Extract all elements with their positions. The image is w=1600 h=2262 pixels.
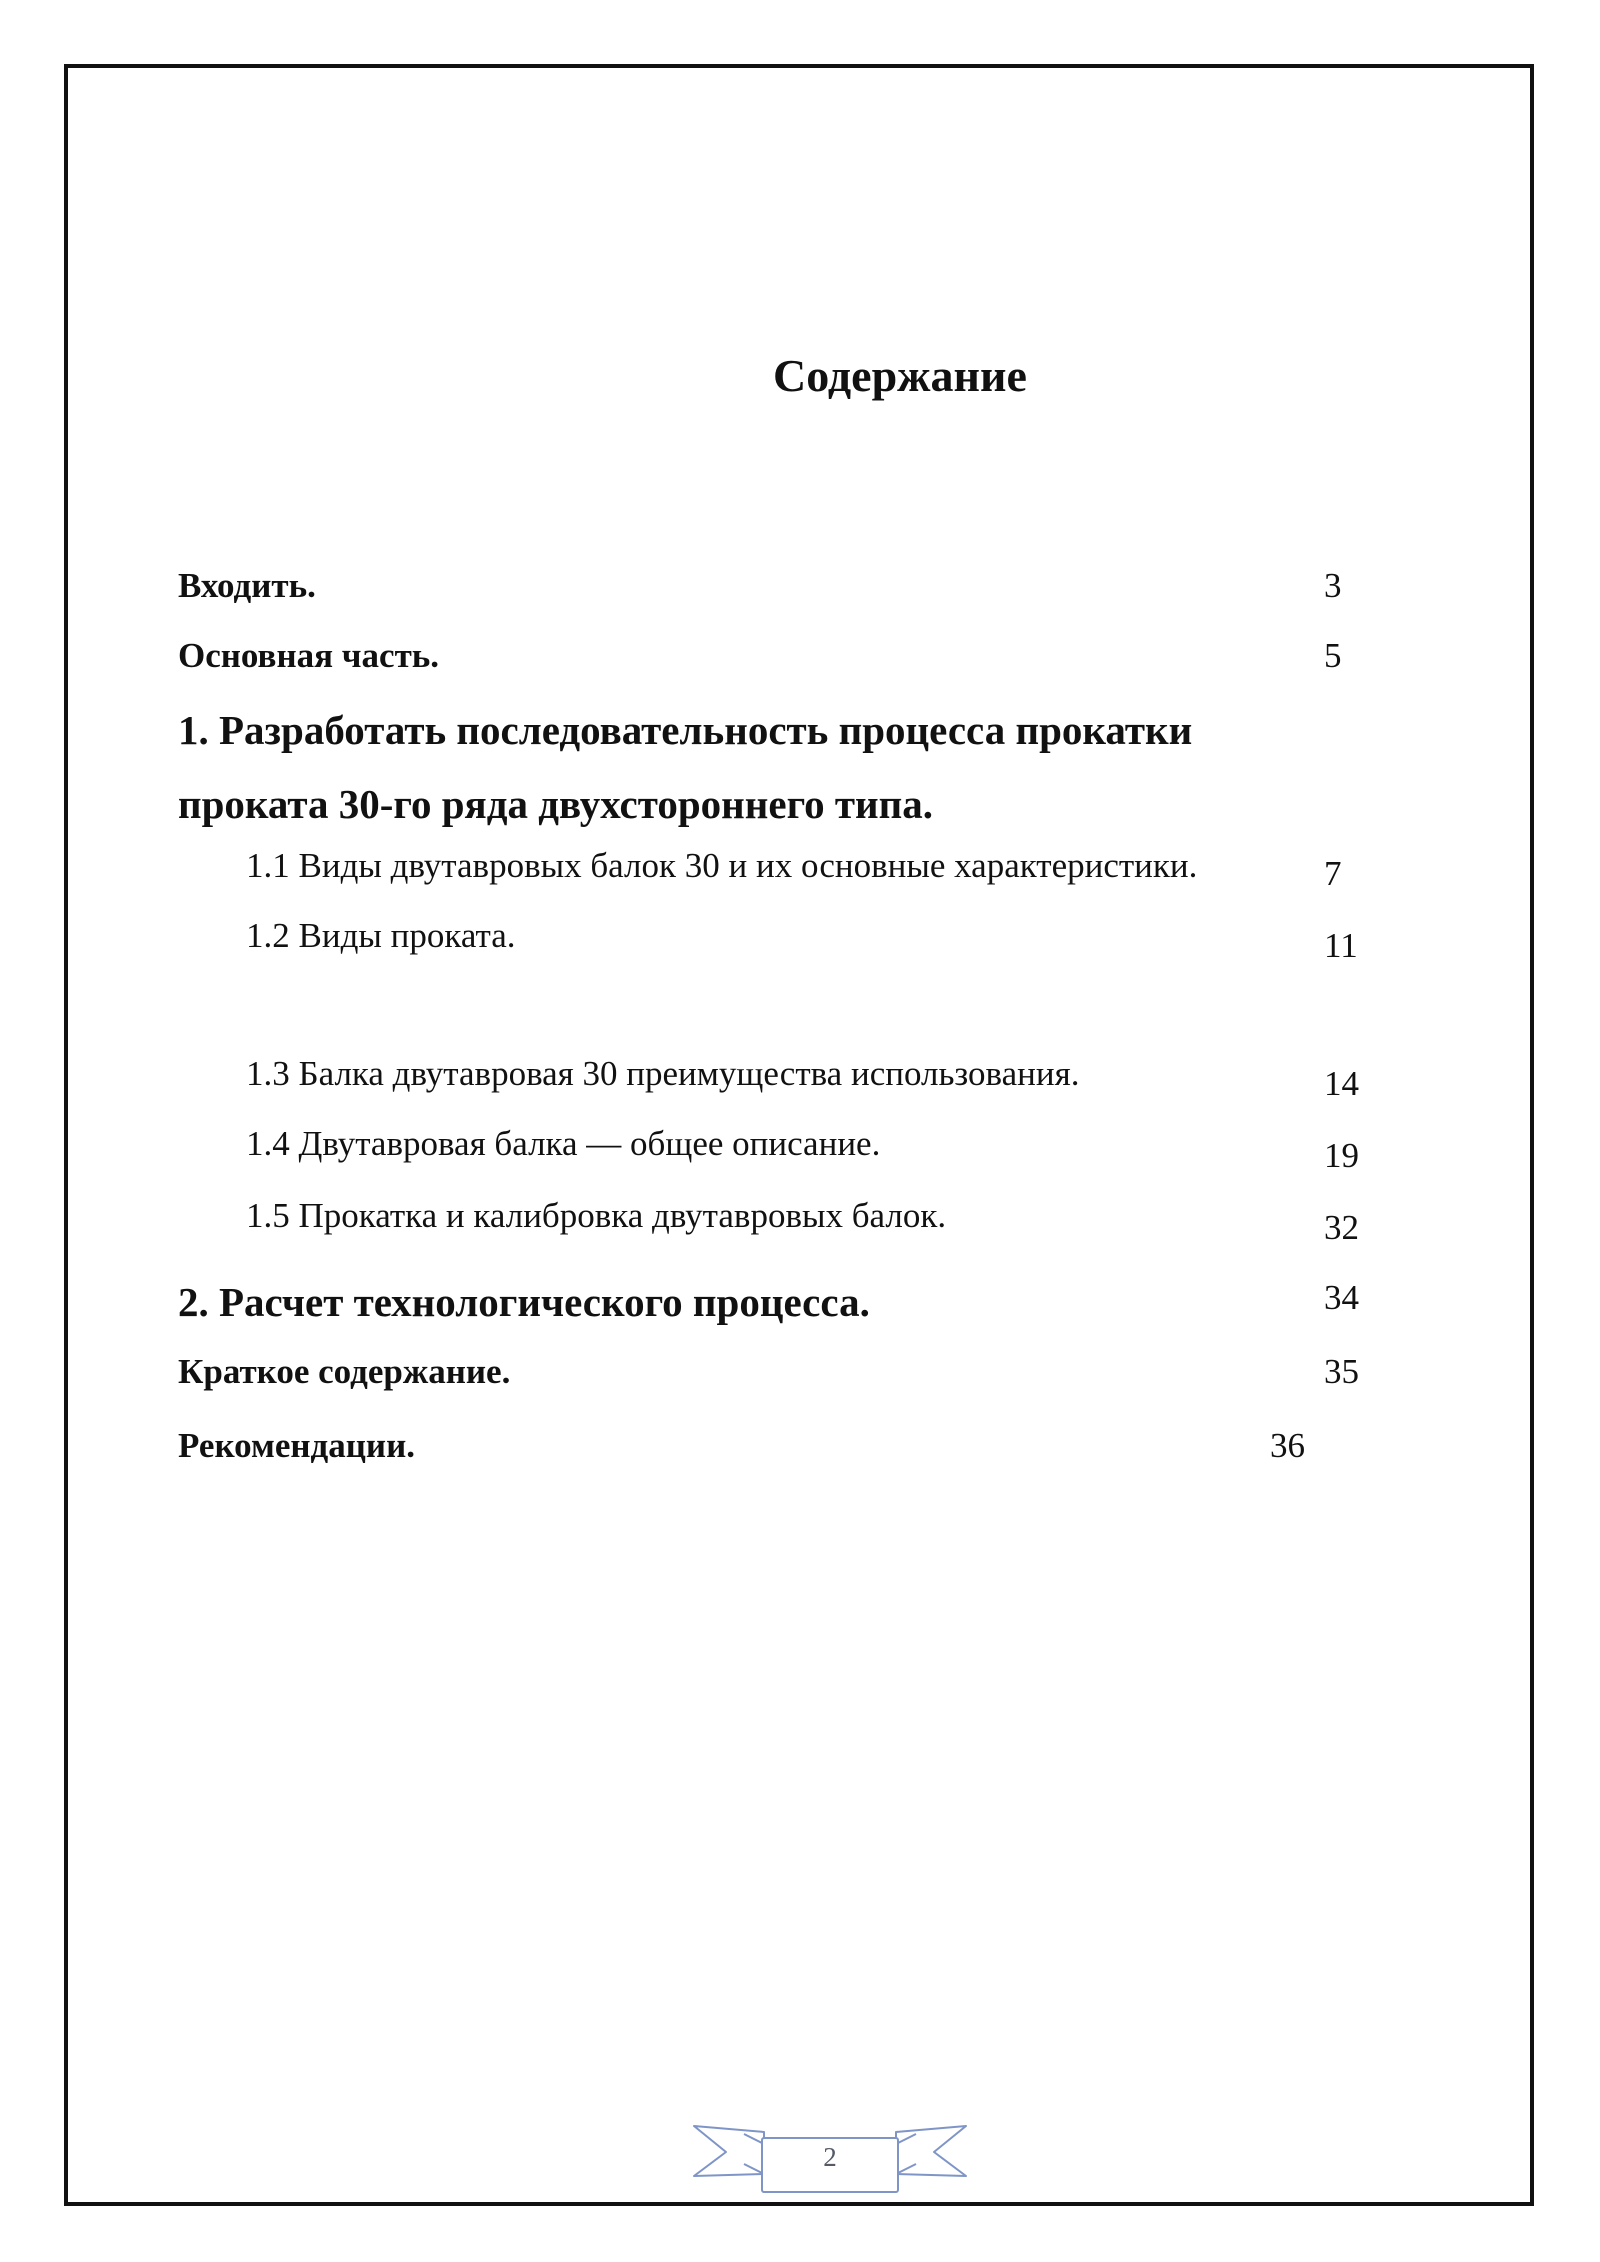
toc-page-1-2: 11 [1324, 926, 1358, 965]
toc-page-1-3: 14 [1324, 1064, 1359, 1103]
toc-entry-section-2[interactable]: 2. Расчет технологического процесса. [178, 1279, 870, 1325]
toc-page-summary: 35 [1324, 1352, 1359, 1391]
toc-entry-1-4[interactable]: 1.4 Двутавровая балка — общее описание. [246, 1124, 881, 1163]
toc-entry-1-5[interactable]: 1.5 Прокатка и калибровка двутавровых балок. [246, 1196, 947, 1235]
toc-entry-1-2[interactable]: 1.2 Виды проката. [246, 916, 516, 955]
toc-entry-summary[interactable]: Краткое содержание. [178, 1352, 511, 1391]
toc-page-1-1: 7 [1324, 854, 1342, 893]
toc-title: Содержание [773, 350, 1027, 401]
toc-entry-main-part[interactable]: Основная часть. [178, 636, 440, 675]
toc-page-main-part: 5 [1324, 636, 1342, 675]
toc-page-recommendations: 36 [1270, 1426, 1305, 1465]
toc-page-section-2: 34 [1324, 1278, 1359, 1317]
toc-entry-1-1[interactable]: 1.1 Виды двутавровых балок 30 и их основные характеристики. [246, 846, 1198, 885]
toc-entry-intro[interactable]: Входить. [178, 566, 316, 605]
toc-page-1-5: 32 [1324, 1208, 1359, 1247]
toc-entry-section-1-line1[interactable]: 1. Разработать последовательность процесса прокатки [178, 707, 1193, 753]
toc-entry-1-3[interactable]: 1.3 Балка двутавровая 30 преимущества использования. [246, 1054, 1080, 1093]
toc-entry-section-1-line2[interactable]: проката 30-го ряда двухстороннего типа. [178, 781, 934, 827]
page-number: 2 [823, 2142, 837, 2172]
toc-page-intro: 3 [1324, 566, 1342, 605]
toc-page-1-4: 19 [1324, 1136, 1359, 1175]
toc-entry-recommendations[interactable]: Рекомендации. [178, 1426, 415, 1465]
